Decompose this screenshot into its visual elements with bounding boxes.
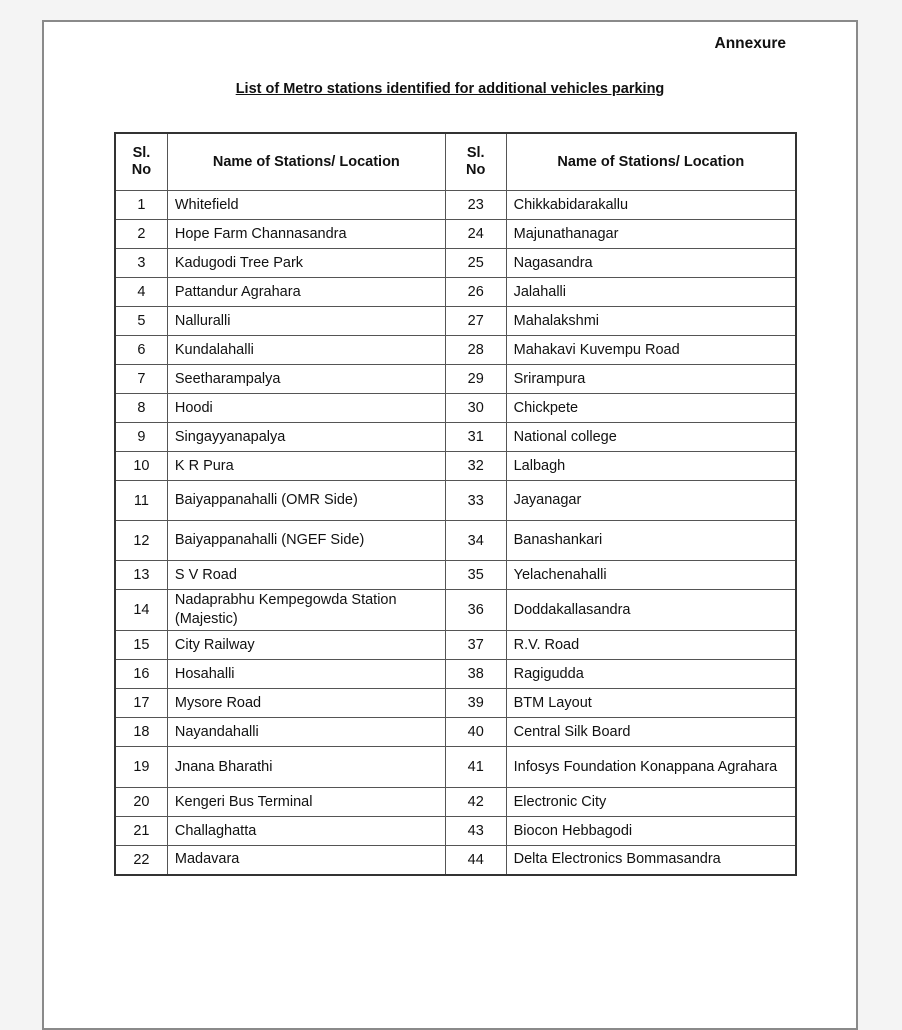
right-sl-no-cell: 25 bbox=[445, 249, 506, 278]
right-sl-no-cell: 28 bbox=[445, 336, 506, 365]
right-sl-no-cell: 36 bbox=[445, 590, 506, 631]
table-row bbox=[115, 278, 796, 307]
right-station-cell bbox=[506, 521, 796, 561]
station-name: Kadugodi Tree Park bbox=[174, 254, 304, 271]
table-row bbox=[115, 481, 796, 521]
right-sl-no-cell: 39 bbox=[445, 689, 506, 718]
left-sl-no-cell: 12 bbox=[115, 521, 167, 561]
annexure-label: Annexure bbox=[714, 35, 786, 52]
table-row bbox=[115, 423, 796, 452]
right-sl-no-cell: 26 bbox=[445, 278, 506, 307]
right-station-cell bbox=[506, 718, 796, 747]
left-sl-no-cell: 8 bbox=[115, 394, 167, 423]
station-name: Ragigudda bbox=[513, 665, 584, 682]
left-sl-no-cell: 1 bbox=[115, 191, 167, 220]
left-sl-no-cell: 2 bbox=[115, 220, 167, 249]
left-station-cell bbox=[167, 452, 445, 481]
table-row bbox=[115, 249, 796, 278]
station-name: Jayanagar bbox=[513, 492, 582, 508]
right-station-cell bbox=[506, 846, 796, 875]
left-sl-no-cell: 14 bbox=[115, 590, 167, 631]
station-name: R.V. Road bbox=[513, 636, 580, 653]
left-sl-no-cell: 5 bbox=[115, 307, 167, 336]
right-sl-no-cell: 44 bbox=[445, 846, 506, 875]
right-sl-no-cell: 32 bbox=[445, 452, 506, 481]
right-station-cell bbox=[506, 481, 796, 521]
table-row bbox=[115, 846, 796, 875]
table-row bbox=[115, 307, 796, 336]
right-sl-no-cell: 42 bbox=[445, 788, 506, 817]
station-name: Nadaprabhu Kempegowda Station (Majestic) bbox=[174, 592, 397, 627]
left-station-cell bbox=[167, 394, 445, 423]
left-station-cell bbox=[167, 249, 445, 278]
left-sl-no-cell: 19 bbox=[115, 747, 167, 788]
station-name: Kengeri Bus Terminal bbox=[174, 793, 313, 810]
right-station-cell bbox=[506, 191, 796, 220]
station-name: Mysore Road bbox=[174, 694, 262, 711]
left-station-cell bbox=[167, 481, 445, 521]
left-sl-no-cell: 4 bbox=[115, 278, 167, 307]
header-no-label: No bbox=[466, 162, 486, 178]
left-station-cell bbox=[167, 336, 445, 365]
right-sl-no-cell: 40 bbox=[445, 718, 506, 747]
station-name: Pattandur Agrahara bbox=[174, 283, 301, 300]
left-station-cell bbox=[167, 590, 445, 631]
header-name-left: Name of Stations/ Location bbox=[167, 133, 445, 191]
left-station-cell bbox=[167, 307, 445, 336]
station-name: Baiyappanahalli (OMR Side) bbox=[174, 492, 358, 508]
station-name: Nayandahalli bbox=[174, 723, 259, 740]
table-row bbox=[115, 365, 796, 394]
header-sl-no-left bbox=[115, 133, 167, 191]
right-station-cell bbox=[506, 660, 796, 689]
station-name: Madavara bbox=[174, 851, 240, 868]
right-sl-no-cell: 27 bbox=[445, 307, 506, 336]
station-name: Lalbagh bbox=[513, 457, 566, 474]
right-station-cell bbox=[506, 747, 796, 788]
right-station-cell bbox=[506, 336, 796, 365]
right-station-cell bbox=[506, 590, 796, 631]
table-row bbox=[115, 394, 796, 423]
left-station-cell bbox=[167, 788, 445, 817]
header-sl-label: Sl. bbox=[466, 145, 485, 161]
left-sl-no-cell: 17 bbox=[115, 689, 167, 718]
left-station-cell bbox=[167, 191, 445, 220]
left-sl-no-cell: 7 bbox=[115, 365, 167, 394]
left-station-cell bbox=[167, 817, 445, 846]
document-title: List of Metro stations identified for additional vehicles parking bbox=[235, 81, 665, 97]
left-station-cell bbox=[167, 846, 445, 875]
left-sl-no-cell: 13 bbox=[115, 561, 167, 590]
left-sl-no-cell: 11 bbox=[115, 481, 167, 521]
station-name: City Railway bbox=[174, 636, 255, 653]
station-name: Baiyappanahalli (NGEF Side) bbox=[174, 532, 365, 548]
left-station-cell bbox=[167, 521, 445, 561]
left-sl-no-cell: 18 bbox=[115, 718, 167, 747]
table-row bbox=[115, 452, 796, 481]
left-station-cell bbox=[167, 365, 445, 394]
right-sl-no-cell: 35 bbox=[445, 561, 506, 590]
station-name: Kundalahalli bbox=[174, 341, 254, 358]
right-sl-no-cell: 37 bbox=[445, 631, 506, 660]
left-station-cell bbox=[167, 689, 445, 718]
station-name: Yelachenahalli bbox=[513, 566, 607, 583]
right-sl-no-cell: 23 bbox=[445, 191, 506, 220]
right-sl-no-cell: 29 bbox=[445, 365, 506, 394]
station-name: Delta Electronics Bommasandra bbox=[513, 851, 721, 868]
left-sl-no-cell: 9 bbox=[115, 423, 167, 452]
station-name: Central Silk Board bbox=[513, 723, 631, 740]
left-sl-no-cell: 20 bbox=[115, 788, 167, 817]
right-station-cell bbox=[506, 365, 796, 394]
table-row bbox=[115, 561, 796, 590]
left-station-cell bbox=[167, 660, 445, 689]
left-station-cell bbox=[167, 561, 445, 590]
station-name: Chikkabidarakallu bbox=[513, 196, 629, 213]
left-sl-no-cell: 21 bbox=[115, 817, 167, 846]
left-sl-no-cell: 6 bbox=[115, 336, 167, 365]
right-station-cell bbox=[506, 394, 796, 423]
station-name: Whitefield bbox=[174, 196, 239, 213]
right-station-cell bbox=[506, 278, 796, 307]
station-name: Nalluralli bbox=[174, 312, 231, 329]
left-sl-no-cell: 15 bbox=[115, 631, 167, 660]
right-sl-no-cell: 31 bbox=[445, 423, 506, 452]
table-row bbox=[115, 336, 796, 365]
right-station-cell bbox=[506, 631, 796, 660]
station-name: National college bbox=[513, 428, 617, 445]
table-row bbox=[115, 747, 796, 788]
left-sl-no-cell: 16 bbox=[115, 660, 167, 689]
right-station-cell bbox=[506, 423, 796, 452]
station-name: Mahalakshmi bbox=[513, 312, 600, 329]
document-page bbox=[42, 20, 858, 1030]
right-station-cell bbox=[506, 307, 796, 336]
right-sl-no-cell: 34 bbox=[445, 521, 506, 561]
table-row bbox=[115, 689, 796, 718]
station-name: Infosys Foundation Konappana Agrahara bbox=[513, 758, 778, 775]
table-row bbox=[115, 817, 796, 846]
left-station-cell bbox=[167, 423, 445, 452]
right-sl-no-cell: 30 bbox=[445, 394, 506, 423]
table-row bbox=[115, 590, 796, 631]
left-station-cell bbox=[167, 718, 445, 747]
station-name: Jnana Bharathi bbox=[174, 758, 273, 775]
right-station-cell bbox=[506, 452, 796, 481]
station-name: Srirampura bbox=[513, 370, 586, 387]
right-sl-no-cell: 41 bbox=[445, 747, 506, 788]
station-name: Chickpete bbox=[513, 399, 579, 416]
table-row bbox=[115, 660, 796, 689]
table-row bbox=[115, 631, 796, 660]
station-name: Hosahalli bbox=[174, 665, 235, 682]
station-name: Doddakallasandra bbox=[513, 601, 631, 618]
station-name: Singayyanapalya bbox=[174, 428, 286, 445]
station-name: Hoodi bbox=[174, 399, 213, 416]
left-sl-no-cell: 10 bbox=[115, 452, 167, 481]
left-station-cell bbox=[167, 747, 445, 788]
table-row bbox=[115, 718, 796, 747]
right-station-cell bbox=[506, 561, 796, 590]
station-name: S V Road bbox=[174, 566, 237, 583]
right-station-cell bbox=[506, 817, 796, 846]
station-name: Seetharampalya bbox=[174, 370, 281, 387]
table-row bbox=[115, 788, 796, 817]
stations-table bbox=[114, 132, 797, 876]
station-name: Hope Farm Channasandra bbox=[174, 225, 347, 242]
station-name: K R Pura bbox=[174, 457, 234, 474]
station-name: Biocon Hebbagodi bbox=[513, 822, 633, 839]
header-sl-no-right bbox=[445, 133, 506, 191]
station-name: Nagasandra bbox=[513, 254, 593, 271]
table-header-row bbox=[115, 133, 796, 191]
station-name: Challaghatta bbox=[174, 822, 257, 839]
station-name: BTM Layout bbox=[513, 694, 592, 711]
right-sl-no-cell: 33 bbox=[445, 481, 506, 521]
table-row bbox=[115, 521, 796, 561]
station-name: Electronic City bbox=[513, 793, 607, 810]
right-sl-no-cell: 24 bbox=[445, 220, 506, 249]
left-station-cell bbox=[167, 631, 445, 660]
table-row bbox=[115, 220, 796, 249]
left-station-cell bbox=[167, 278, 445, 307]
table-body bbox=[115, 191, 796, 875]
left-sl-no-cell: 22 bbox=[115, 846, 167, 875]
right-station-cell bbox=[506, 788, 796, 817]
right-sl-no-cell: 43 bbox=[445, 817, 506, 846]
station-name: Banashankari bbox=[513, 532, 603, 548]
header-sl-label: Sl. bbox=[132, 145, 151, 161]
right-station-cell bbox=[506, 689, 796, 718]
table-row bbox=[115, 191, 796, 220]
right-station-cell bbox=[506, 220, 796, 249]
left-sl-no-cell: 3 bbox=[115, 249, 167, 278]
right-sl-no-cell: 38 bbox=[445, 660, 506, 689]
station-name: Jalahalli bbox=[513, 283, 567, 300]
header-no-label: No bbox=[131, 162, 152, 178]
left-station-cell bbox=[167, 220, 445, 249]
station-name: Mahakavi Kuvempu Road bbox=[513, 341, 680, 358]
header-name-right: Name of Stations/ Location bbox=[506, 133, 796, 191]
right-station-cell bbox=[506, 249, 796, 278]
station-name: Majunathanagar bbox=[513, 225, 619, 242]
